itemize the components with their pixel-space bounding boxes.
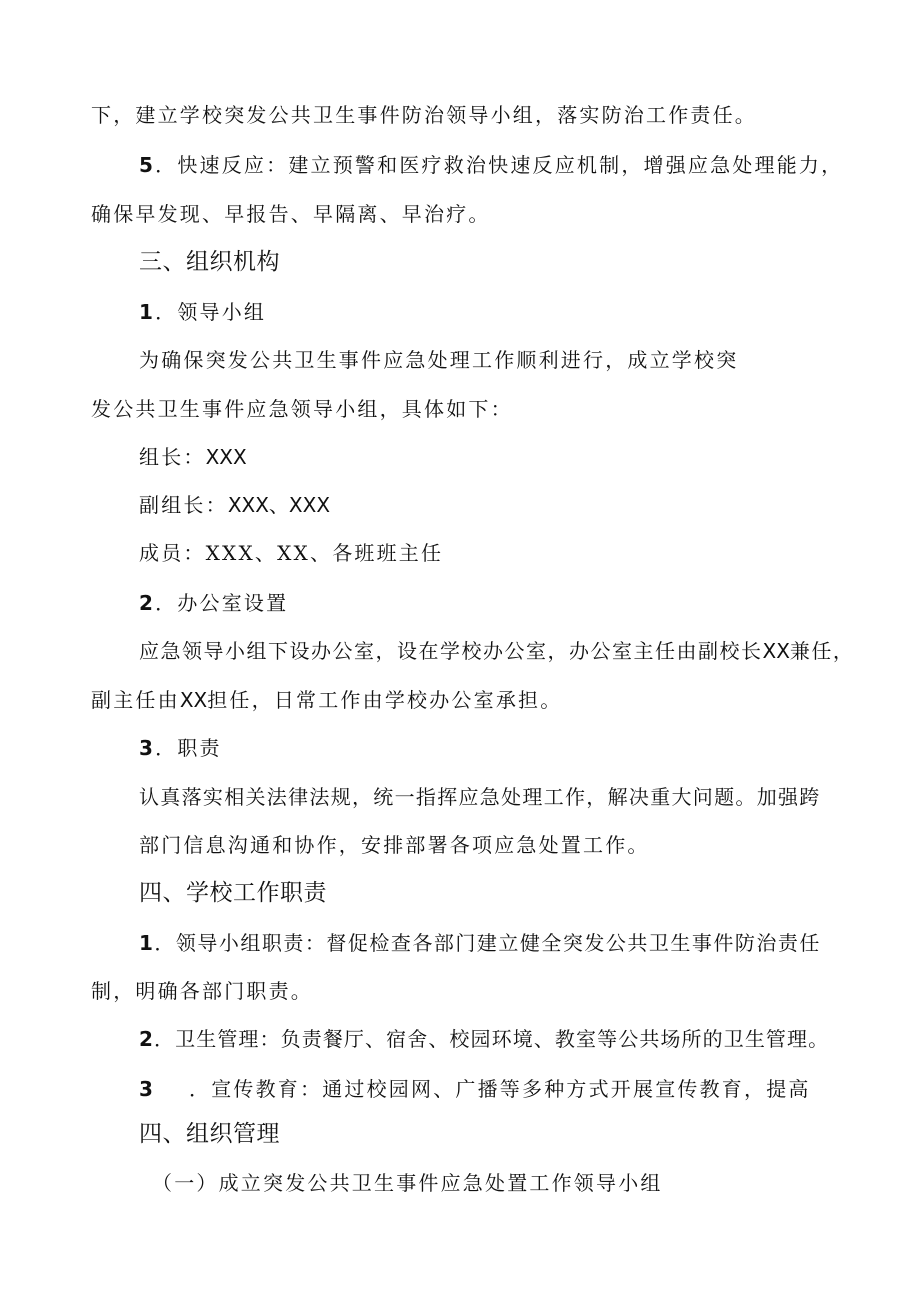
- item-1-continuation: 制，明确各部门职责。: [91, 979, 313, 1003]
- item-2-line: [139, 1025, 829, 1053]
- subsection-number: 1: [139, 300, 156, 324]
- subsection-number: 3: [139, 736, 156, 760]
- item-number: 1: [139, 931, 155, 955]
- section-heading: 四、组织管理: [139, 1121, 280, 1147]
- paragraph-line: 部门信息沟通和协作，安排部署各项应急处置工作。: [139, 833, 650, 857]
- leader-line: [139, 443, 247, 471]
- office-text: 担任，日常工作由学校办公室承担。: [207, 688, 563, 712]
- item-text: ．快速反应：建立预警和医疗救治快速反应机制，增强应急处理能力，: [155, 153, 844, 177]
- office-text: 副主任由: [91, 688, 180, 712]
- item-3-line: [139, 1075, 811, 1103]
- subsection-label: ．职责: [155, 736, 222, 760]
- leader-label: 组长：: [139, 445, 206, 469]
- item-1-line: [139, 929, 821, 957]
- members-label: 成员：: [139, 541, 206, 565]
- members-value: XXX、XX、各班班主任: [205, 541, 444, 565]
- office-name: XX: [762, 639, 790, 663]
- section-heading: 四、学校工作职责: [139, 880, 327, 906]
- leader-value: XXX: [205, 445, 247, 469]
- item-5-continuation: 确保早发现、早报告、早隔离、早治疗。: [91, 202, 491, 226]
- paragraph-line: 认真落实相关法律法规，统一指挥应急处理工作，解决重大问题。加强跨: [139, 785, 821, 809]
- subsection-label: ．办公室设置: [155, 591, 289, 615]
- subsection-title: （一）成立突发公共卫生事件应急处置工作领导小组: [152, 1171, 663, 1195]
- subsection-label: ．领导小组: [155, 300, 267, 324]
- office-text: 兼任，: [789, 639, 855, 663]
- item-5-line: [139, 151, 843, 179]
- paragraph-line: 为确保突发公共卫生事件应急处理工作顺利进行，成立学校突: [139, 348, 739, 372]
- item-number: 5: [139, 153, 156, 177]
- subsection-title: [139, 589, 288, 617]
- item-number: 3: [139, 1077, 156, 1101]
- office-line-1: [139, 637, 854, 665]
- paragraph-line: 发公共卫生事件应急领导小组，具体如下：: [91, 397, 513, 421]
- office-text: 应急领导小组下设办公室，设在学校办公室，办公室主任由副校长: [139, 639, 763, 663]
- office-name: XX: [179, 688, 208, 712]
- item-text: ．领导小组职责：督促检查各部门建立健全突发公共卫生事件防治责任: [154, 931, 821, 955]
- item-text: ．宣传教育：通过校园网、广播等多种方式开展宣传教育，提高: [189, 1077, 811, 1101]
- item-number: 2: [139, 1027, 155, 1051]
- section-heading: 三、组织机构: [139, 249, 280, 275]
- deputy-label: 副组长：: [139, 493, 228, 517]
- office-line-2: [91, 686, 562, 714]
- paragraph-line: 下，建立学校突发公共卫生事件防治领导小组，落实防治工作责任。: [91, 103, 757, 127]
- deputy-line: [139, 491, 330, 519]
- deputy-value: XXX、XXX: [227, 493, 331, 517]
- item-text: ．卫生管理：负责餐厅、宿舍、校园环境、教室等公共场所的卫生管理。: [154, 1027, 830, 1051]
- members-line: [139, 539, 443, 567]
- subsection-number: 2: [139, 591, 156, 615]
- subsection-title: [139, 298, 266, 326]
- subsection-title: [139, 734, 222, 762]
